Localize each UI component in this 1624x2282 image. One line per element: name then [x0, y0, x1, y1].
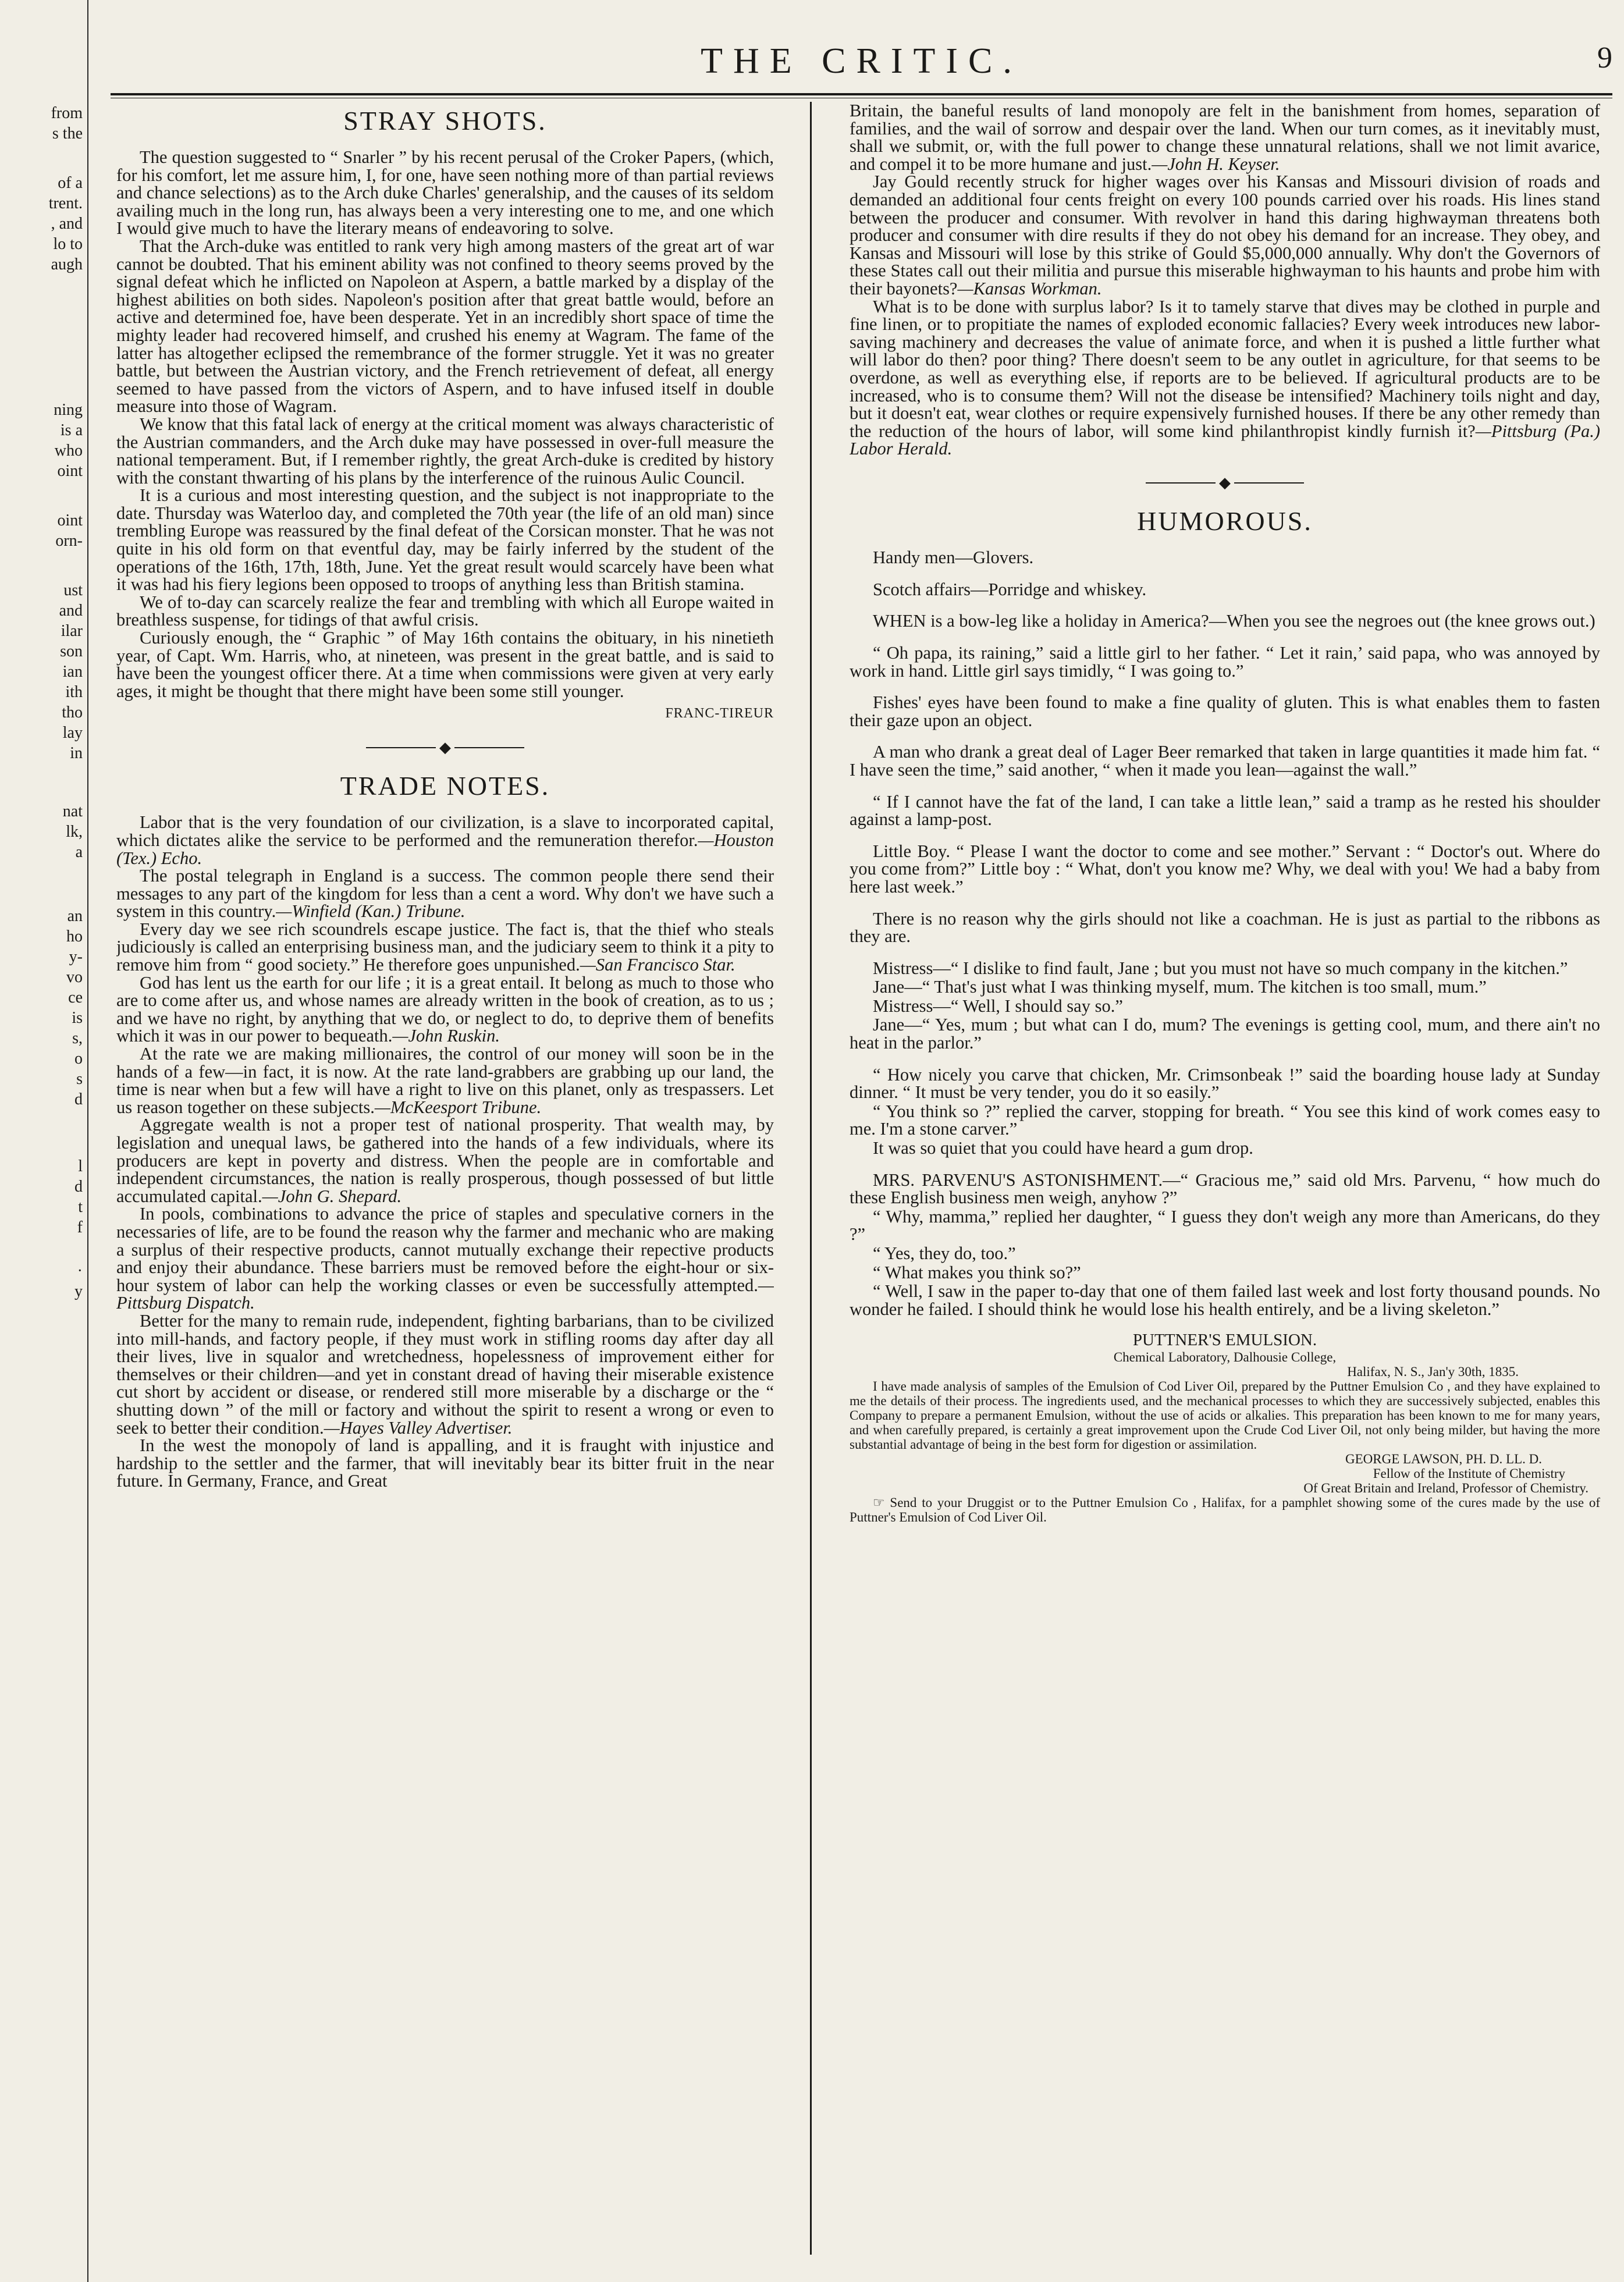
advert-place-date: Halifax, N. S., Jan'y 30th, 1835. [1347, 1364, 1519, 1380]
margin-fragment: ilar [61, 622, 83, 640]
margin-fragment: ian [62, 663, 83, 681]
parvenu-dialogue-line: “ What makes you think so?” [873, 1262, 1081, 1282]
stray-shots-paragraph: Curiously enough, the “ Graphic ” of May 16th contains the obituary, in his ninetieth year, of Capt. Wm. Harris, who, at nineteen, was present in the great battle, and is said to have been the youngest officer there. At a time when commissions were given at very early ages, it might be thought that there might have been some still younger. [116, 628, 774, 701]
humorous-item: WHEN is a bow-leg like a holiday in America?—When you see the negroes out (the knee grows out.) [873, 611, 1595, 631]
margin-fragment: is a [60, 421, 83, 439]
margin-fragment: s [76, 1070, 83, 1088]
margin-fragment: f [77, 1218, 83, 1236]
stray-shots-paragraph: That the Arch-duke was entitled to rank very high among masters of the great art of war cannot be doubted. That his eminent ability was not confined to theory seems proved by the signal defeat which he inflicted on Napoleon at Aspern, a battle marked by a display of the highest abilities on both sides. Napoleon's position after that great battle would, before an active and determined foe, have been desperate. Yet in an incredibly short space of time the mighty leader had recovered himself, and crushed his enemy at Wagram. The fame of the latter has altogether eclipsed the remembrance of the former struggle. Yet it was no greater battle, but between the Austrian victory, and the French retrievement of defeat, all energy seemed to have passed from the victors of Aspern, and to have infused itself in double measure into those of Wagram. [116, 236, 774, 417]
trade-note: In pools, combinations to advance the price of staples and speculative corners in the necessaries of life, are to be found the reason why the farmer and mechanic who are making a surplus of their respective products, cannot mutually exchange their repective products and enjoy their abundance. These barriers must be removed before the eight-hour or six-hour system of labor can help the working classes or even be successfully attempted.—Pittsburg Dispatch. [116, 1204, 774, 1313]
trade-notes-list [116, 813, 774, 1490]
parvenu-dialogue-line: “ Why, mamma,” replied her daughter, “ I guess they don't weigh any more than Americans, do they ?” [850, 1206, 1600, 1245]
newspaper-title: THE CRITIC. [701, 41, 1022, 81]
margin-fragment: t [78, 1198, 83, 1216]
margin-fragment: in [70, 744, 83, 762]
advert-lab: Chemical Laboratory, Dalhousie College, [1113, 1350, 1337, 1365]
margin-fragment: vo [66, 968, 83, 986]
advert-signer-title: Of Great Britain and Ireland, Professor of Chemistry. [1303, 1481, 1589, 1496]
advert-body: I have made analysis of samples of the Emulsion of Cod Liver Oil, prepared by the Puttner Emulsion Co , and they have explained to me the details of their process. The ingredients used, and the mechanical processes to which they are successively subjected, enables this Company to prepare a permanent Emulsion, without the use of acids or alkalies. This preparation has been known to me for many years, and when carefully prepared, is certainly a great improvement upon the Crude Cod Liver Oil, not only being milder, but having the more substantial advantage of being in the best form for digestion or assimilation. [850, 1379, 1600, 1452]
advert-footer: ☞ Send to your Druggist or to the Puttner Emulsion Co , Halifax, for a pamphlet showing some of the cures made by the use of Puttner's Emulsion of Cod Liver Oil. [850, 1495, 1600, 1525]
margin-fragment: from [51, 104, 83, 122]
trade-note-text: Britain, the baneful results of land monopoly are felt in the banishment from homes, separation of families, and the wail of sorrow and despair over the land. When our turn comes, as it inevitably must, shall we submit, or, with the full power to change these unnatural relations, shall we not limit avarice, and compel it to be more humane and just. [850, 102, 1600, 174]
trade-note: What is to be done with surplus labor? Is it to tamely starve that dives may be clothed in purple and fine linen, or to propitiate the names of exploded economic fallacies? Every week introduces new labor-saving machinery and decreases the value of animate force, and when it is pushed a little further what will labor do then? poor thing? There doesn't seem to be any outlet in agriculture, for that seems to be overdone, as well as everything else, if reports are to be believed. If agricultural products are to be increased, who is to consume them? Will not the disease be intensified? Machinery toils night and day, but it doesn't eat, wear clothes or require expensively furnished houses. If there be any other remedy than the reduction of the hours of labor, will some kind philanthropist kindly furnish it?—Pittsburg (Pa.) Labor Herald. [850, 296, 1600, 459]
trade-note-text: In the west the monopoly of land is appalling, and it is fraught with injustice and hardship to the settler and the farmer, that will inevitably bear its bitter fruit in the near future. In Germany, France, and Great [116, 1435, 774, 1491]
margin-fragment: a [75, 843, 83, 861]
page-number: 9 [1597, 41, 1612, 74]
margin-fragment: ho [66, 927, 83, 945]
margin-fragment: lo to [53, 235, 83, 253]
margin-fragment: orn- [55, 532, 83, 550]
stray-shots-paragraph: We know that this fatal lack of energy at the critical moment was always characteristic of the Austrian commanders, and the Arch duke may have possessed in over-full measure the national temperament. But, if I remember rightly, the great Arch-duke is credited by history with the constant thwarting of his plans by the interference of the ruinous Aulic Council. [116, 414, 774, 488]
article-signature: FRANC-TIREUR [665, 706, 774, 721]
advert-signer: GEORGE LAWSON, PH. D. LL. D. [1345, 1452, 1542, 1467]
parvenu-dialogue-line: MRS. PARVENU'S ASTONISHMENT.—“ Gracious me,” said old Mrs. Parvenu, “ how much do these English business men weigh, anyhow ?” [850, 1170, 1600, 1208]
margin-fragment: d [74, 1090, 83, 1108]
trade-note-continued [850, 102, 1600, 173]
kitchen-dialogue-line: Mistress—“ Well, I should say so.” [873, 996, 1123, 1016]
humorous-heading: HUMOROUS. [1137, 506, 1313, 536]
humorous-item: Handy men—Glovers. [873, 548, 1034, 568]
column-divider [810, 102, 812, 2255]
margin-fragment: lk, [66, 823, 83, 841]
trade-note-credit: —Hayes Valley Advertiser. [324, 1417, 513, 1438]
trade-note: God has lent us the earth for our life ; it is a great entail. It belong as much to those who are to come after us, and whose names are already written in the book of creation, as to us ; and we have no right, by anything that we do, or neglect to do, to deprive them of benefits which it was in our power to bequeath.—John Ruskin. [116, 972, 774, 1046]
trade-note: Better for the many to remain rude, independent, fighting barbarians, than to be civilized into mill-hands, and factory people, if they must work in stifling rooms day after day all their lives, live in squalor and wretchedness, hopelessness of improvement either for themselves or their children—and yet in constant dread of having their miserable existence cut short by accident or disease, or rendered still more miserable by a discharge or the “ shutting down ” of the mill or factory and without the spirit to resent a wrong or even to seek to better their condition.—Hayes Valley Advertiser. [116, 1310, 774, 1438]
chicken-dialogue-line: It was so quiet that you could have heard a gum drop. [873, 1138, 1253, 1158]
margin-fragment: s, [72, 1029, 83, 1047]
trade-note: Aggregate wealth is not a proper test of national prosperity. That wealth may, by legislation and unequal laws, be gathered into the hands of a few individuals, where its producers are kept in poverty and distress. When the people are in comfortable and independent circumstances, the nation is really prosperous, though possessed of but little accumulated capital.—John G. Shepard. [116, 1115, 774, 1206]
margin-fragment: trent. [48, 194, 83, 212]
humorous-item: Scotch affairs—Porridge and whiskey. [873, 579, 1147, 599]
margin-fragment: ning [54, 401, 83, 419]
left-column [116, 102, 774, 2243]
stray-shots-article [116, 148, 774, 700]
trade-note-credit: —Winfield (Kan.) Tribune. [276, 901, 465, 922]
trade-note-credit: —McKeesport Tribune. [374, 1097, 542, 1117]
humorous-list [850, 549, 1600, 1318]
margin-fragment: son [60, 642, 83, 660]
humorous-item: Fishes' eyes have been found to make a fine quality of gluten. This is what enables them to fasten their gaze upon an object. [850, 692, 1600, 730]
trade-note-credit: —Houston (Tex.) Echo. [116, 830, 774, 868]
margin-fragment: oint [57, 511, 83, 529]
trade-note-credit: —Pittsburg (Pa.) Labor Herald. [850, 421, 1600, 459]
stray-shots-paragraph: We of to-day can scarcely realize the fear and trembling with which all Europe waited in breathless suspense, for tidings of that awful crisis. [116, 592, 774, 630]
margin-fragment: ust [63, 581, 83, 599]
margin-fragment: d [74, 1178, 83, 1196]
trade-note-credit: —Kansas Workman. [957, 278, 1102, 298]
margin-fragment: is [72, 1009, 83, 1027]
kitchen-dialogue-line: Jane—“ That's just what I was thinking myself, mum. The kitchen is too small, mum.” [873, 977, 1487, 997]
humorous-item: Little Boy. “ Please I want the doctor to come and see mother.” Servant : “ Doctor's out. Where do you come from?” Little boy : “ What, don't you know me? Why, we deal with you! We had a baby from here last week.” [850, 841, 1600, 897]
trade-note: Jay Gould recently struck for higher wages over his Kansas and Missouri division of roads and demanded an additional four cents freight on every 100 pounds carried over his roads. His lines stand between the producer and consumer. With revolver in hand this daring highwayman threatens both producer and consumer with dire results if they do not obey his demand for an increase. They obey, and Kansas and Missouri will lose by this strike of Gould $5,000,000 annually. Why don't the Governors of these States call out their militia and pursue this miserable highwayman to his haunts and probe him with their bayonets?—Kansas Workman. [850, 172, 1600, 298]
margin-fragment: augh [51, 255, 83, 273]
masthead-rule [111, 93, 1612, 95]
trade-notes-heading: TRADE NOTES. [340, 771, 550, 801]
humorous-item: A man who drank a great deal of Lager Beer remarked that taken in large quantities it made him fat. “ I have seen the time,” said another, “ when it made you lean—against the wall.” [850, 742, 1600, 780]
humorous-item: “ If I cannot have the fat of the land, I can take a little lean,” said a tramp as he rested his shoulder against a lamp-post. [850, 791, 1600, 830]
margin-fragment: an [67, 907, 83, 925]
puttners-emulsion-advert [850, 1333, 1600, 1524]
trade-note: The postal telegraph in England is a success. The common people there send their messages to any part of the kingdom for less than a cent a word. Why don't we have such a system in this country.—Winfield (Kan.) Tribune. [116, 866, 774, 922]
masthead [111, 41, 1612, 93]
trade-note: Every day we see rich scoundrels escape justice. The fact is, that the thief who steals judiciously is called an enterprising business man, and the judiciary seem to think it a pity to remove him from “ good society.” He therefore goes unpunished.—San Francisco Star. [116, 919, 774, 975]
margin-fragment: ce [68, 989, 83, 1007]
margin-fragment: who [54, 442, 83, 460]
trade-note: Labor that is the very foundation of our civilization, is a slave to incorporated capital, which dictates alike the service to be performed and the remuneration therefor.—Houston (Tex.) Echo. [116, 812, 774, 868]
parvenu-dialogue-line: “ Well, I saw in the paper to-day that one of them failed last week and lost forty thousand pounds. No wonder he failed. I should think he would lose his health entirely, and be a living skeleton.” [850, 1281, 1600, 1319]
right-column [850, 102, 1600, 2243]
margin-fragment: ith [65, 683, 83, 701]
trade-note-credit: —John H. Keyser. [1152, 154, 1280, 174]
trade-note-credit: —John G. Shepard. [262, 1186, 402, 1206]
trade-note-credit: —Pittsburg Dispatch. [116, 1275, 774, 1313]
margin-fragment: y [74, 1282, 83, 1300]
trade-note [116, 1437, 774, 1490]
margin-fragment: , and [51, 215, 83, 233]
margin-fragment: of a [58, 174, 83, 192]
trade-note: At the rate we are making millionaires, the control of our money will soon be in the hands of a few—in fact, it is now. At the rate land-grabbers are grabbing up our land, the time is near when but a few will have a right to live on this planet, only as trespassers. Let us reason together on these subjects.—McKeesport Tribune. [116, 1044, 774, 1117]
parvenu-dialogue-line: “ Yes, they do, too.” [873, 1243, 1016, 1264]
humorous-item: There is no reason why the girls should not like a coachman. He is just as partial to the ribbons as they are. [850, 908, 1600, 947]
stray-shots-heading: STRAY SHOTS. [343, 106, 547, 136]
margin-fragment: and [59, 602, 83, 620]
margin-fragment: lay [62, 724, 83, 742]
margin-fragment: · [77, 1262, 83, 1280]
margin-fragment: l [78, 1157, 83, 1175]
margin-fragment: y- [69, 948, 83, 966]
humorous-item: “ Oh papa, its raining,” said a little girl to her father. “ Let it rain,’ said papa, who was annoyed by work in hand. Little girl says timidly, “ I was going to.” [850, 642, 1600, 681]
kitchen-dialogue-line: Jane—“ Yes, mum ; but what can I do, mum? The evenings is getting cool, mum, and there ain't no heat in the parlor.” [850, 1015, 1600, 1053]
margin-fragment: s the [52, 125, 83, 143]
margin-fragment: nat [62, 802, 83, 820]
chicken-dialogue-line: “ You think so ?” replied the carver, stopping for breath. “ You see this kind of work comes easy to me. I'm a stone carver.” [850, 1101, 1600, 1139]
margin-fragment: tho [62, 703, 83, 721]
stray-shots-paragraph: The question suggested to “ Snarler ” by his recent perusal of the Croker Papers, (which, for his comfort, let me assure him, I, for one, have seen nothing more of than partial reviews and chance selections) as to the Arch duke Charles' generalship, and the causes of its seldom availing much in the long run, has always been a very interesting one to me, and one which I would give much to have the literary means of endeavoring to solve. [116, 147, 774, 239]
chicken-dialogue-line: “ How nicely you carve that chicken, Mr. Crimsonbeak !” said the boarding house lady at Sunday dinner. “ It must be very tender, you do it so easily.” [850, 1064, 1600, 1103]
advert-signer-title: Fellow of the Institute of Chemistry [1373, 1466, 1565, 1481]
trade-note-credit: —John Ruskin. [392, 1026, 500, 1046]
margin-fragment: oint [57, 462, 83, 480]
kitchen-dialogue-line: Mistress—“ I dislike to find fault, Jane ; but you must not have so much company in the kitchen.” [873, 958, 1568, 978]
advert-title: PUTTNER'S EMULSION. [1132, 1331, 1317, 1350]
section-divider-ornament: ◆ [116, 738, 774, 756]
left-margin-fragment [0, 0, 88, 2282]
section-divider-ornament: ◆ [850, 473, 1600, 492]
margin-fragment: o [74, 1050, 83, 1068]
trade-note-credit: —San Francisco Star. [580, 955, 735, 975]
stray-shots-paragraph: It is a curious and most interesting question, and the subject is not inappropriate to the date. Thursday was Waterloo day, and completed the 70th year (the life of an old man) since trembling Europe was reassured by the final defeat of the Corsican monster. That he was not quite in his old form on that eventful day, may be fairly inferred by the student of the operations of the 16th, 17th, 18th, June. Yet the great result would scarcely have been what it was had his fiery legions been opposed to troops of anything less than British stamina. [116, 485, 774, 595]
